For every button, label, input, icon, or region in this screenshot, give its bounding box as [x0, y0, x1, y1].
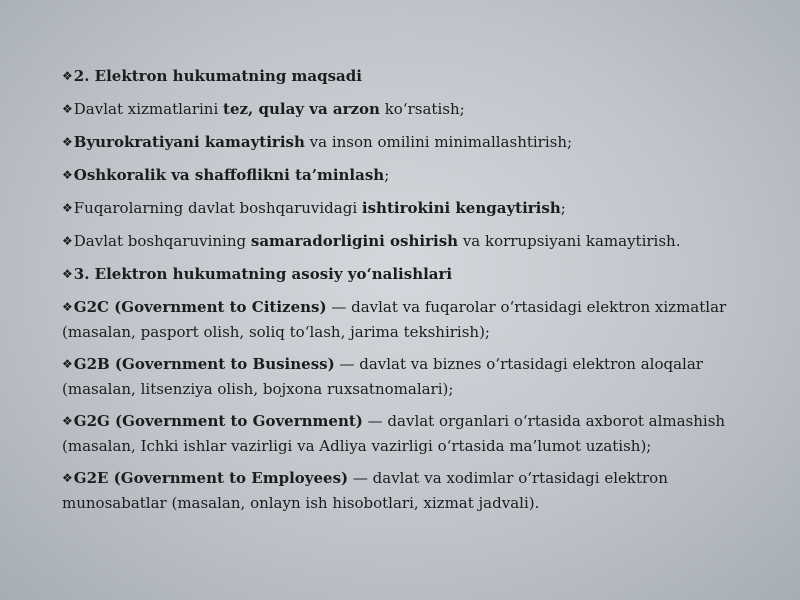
item-text: — davlat va xodimlar o‘rtasidagi elektron munosabatlar (masalan, onlayn ish hisobotlari, xizmat jadvali).	[62, 469, 668, 512]
item-text: Davlat xizmatlarini	[73, 100, 224, 118]
item-text: — davlat va biznes o‘rtasidagi elektron aloqalar (masalan, litsenziya olish, bojxona ruxsatnomalari);	[62, 355, 703, 398]
item-bold-text: G2C (Government to Citizens)	[73, 298, 327, 316]
diamond-bullet-icon: ❖	[62, 471, 73, 485]
bullet-heading-goals	[62, 64, 762, 89]
item-text: ;	[560, 199, 566, 217]
diamond-bullet-icon: ❖	[62, 267, 73, 281]
bullet-heading-directions	[62, 262, 762, 287]
item-bold-text: ishtirokini kengaytirish	[361, 199, 561, 217]
item-text: Fuqarolarning davlat boshqaruvidagi	[73, 199, 362, 217]
item-bold-text: tez, qulay va arzon	[223, 100, 380, 118]
bullet-item-g2e	[62, 466, 762, 515]
diamond-bullet-icon: ❖	[62, 414, 73, 428]
bullet-item	[62, 229, 762, 254]
item-bold-text: G2G (Government to Government)	[73, 412, 363, 430]
bullet-item	[62, 97, 762, 122]
heading-directions-text: 3. Elektron hukumatning asosiy yo‘nalishlari	[73, 265, 453, 283]
item-text: — davlat organlari o‘rtasida axborot almashish (masalan, Ichki ishlar vazirligi va Adliya vazirligi o‘rtasida ma’lumot uzatish);	[62, 412, 726, 455]
bullet-item	[62, 196, 762, 221]
diamond-bullet-icon: ❖	[62, 234, 73, 248]
item-bold-text: Byurokratiyani kamaytirish	[73, 133, 305, 151]
diamond-bullet-icon: ❖	[62, 357, 73, 371]
item-bold-text: Oshkoralik va shaffoflikni ta’minlash	[73, 166, 385, 184]
item-text: Davlat boshqaruvining	[73, 232, 251, 250]
diamond-bullet-icon: ❖	[62, 135, 73, 149]
diamond-bullet-icon: ❖	[62, 102, 73, 116]
diamond-bullet-icon: ❖	[62, 300, 73, 314]
heading-goals-text: 2. Elektron hukumatning maqsadi	[73, 67, 362, 85]
diamond-bullet-icon: ❖	[62, 168, 73, 182]
item-text: ko‘rsatish;	[379, 100, 465, 118]
bullet-item	[62, 163, 762, 188]
diamond-bullet-icon: ❖	[62, 69, 73, 83]
slide-content	[62, 64, 762, 523]
item-text: — davlat va fuqarolar o‘rtasidagi elektron xizmatlar (masalan, pasport olish, soliq to‘lash, jarima tekshirish);	[62, 298, 727, 341]
diamond-bullet-icon: ❖	[62, 201, 73, 215]
bullet-item-g2c	[62, 295, 762, 344]
item-bold-text: samaradorligini oshirish	[250, 232, 459, 250]
item-bold-text: G2E (Government to Employees)	[73, 469, 349, 487]
bullet-item-g2g	[62, 409, 762, 458]
bullet-item	[62, 130, 762, 155]
item-text: ;	[384, 166, 390, 184]
item-text: va korrupsiyani kamaytirish.	[458, 232, 681, 250]
item-text: va inson omilini minimallashtirish;	[304, 133, 573, 151]
bullet-item-g2b	[62, 352, 762, 401]
item-bold-text: G2B (Government to Business)	[73, 355, 335, 373]
